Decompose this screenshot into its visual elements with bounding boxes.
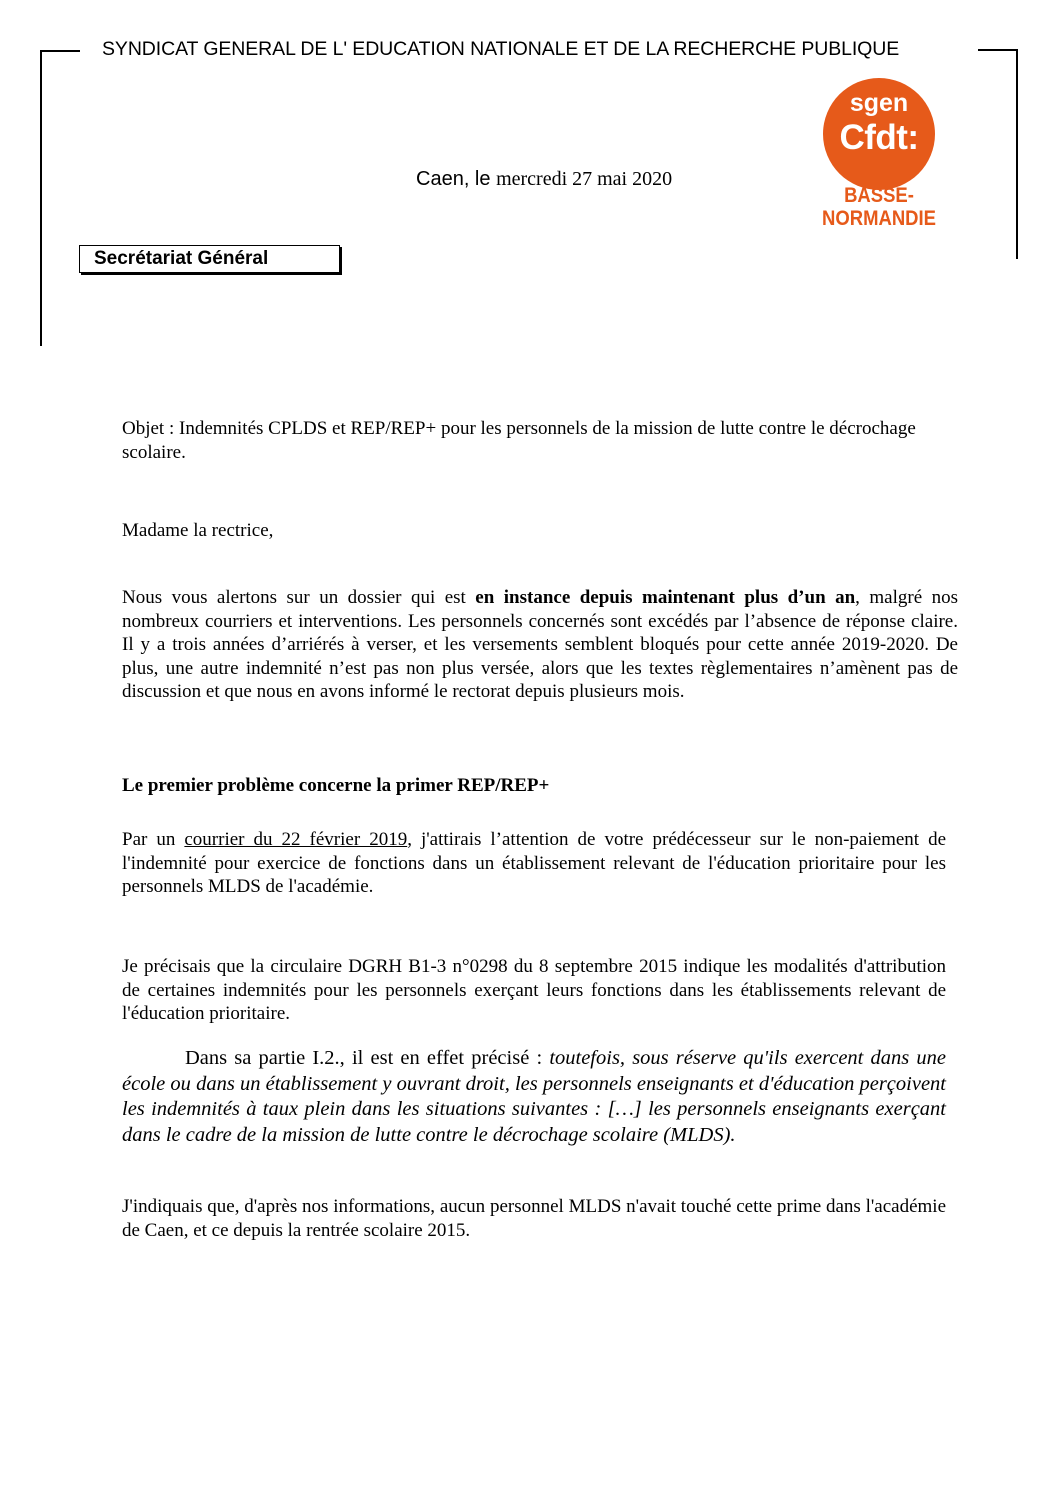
paragraph-conclusion: J'indiquais que, d'après nos informations, aucun personnel MLDS n'avait touché cette prime dans l'académie de Caen, et ce depuis la rentrée scolaire 2015. — [122, 1196, 946, 1241]
paragraph-intro-emphasis: en instance depuis maintenant plus d’un an — [475, 587, 856, 608]
sgen-cfdt-logo — [823, 78, 935, 190]
logo-text-sgen: sgen — [849, 89, 909, 117]
frame-left-border — [40, 50, 42, 346]
paragraph-intro-end: , malgré nos nombreux courriers et interventions. Les personnels concernés sont excédés par l’absence de réponse claire. Il y a trois années d’arriérés à verser, et les versements semblent bloqués pour cette année 2019-2020. De plus, une autre indemnité n’est pas non plus versée, alors que les textes règlementaires n’amènent pas de discussion et que nous en avons informé le rectorat depuis plusieurs mois. — [122, 587, 958, 703]
logo-region-line1: BASSE- — [844, 184, 914, 207]
logo-region-line2: NORMANDIE — [822, 207, 936, 230]
paragraph-letter-start: Par un — [122, 829, 185, 850]
quoted-regulation: toutefois, sous réserve qu'ils exercent dans une école ou dans un établissement y ouvrant droit, les personnels enseignants et d'éducation perçoivent les indemnités à taux plein dans les situations suivantes : […] les personnels enseignants exerçant dans le cadre de la mission de lutte contre le décrochage scolaire (MLDS). — [122, 1047, 946, 1146]
frame-right-border — [1016, 49, 1018, 259]
organization-header: SYNDICAT GENERAL DE L' EDUCATION NATIONALE ET DE LA RECHERCHE PUBLIQUE — [102, 38, 900, 60]
paragraph-intro — [122, 586, 958, 704]
section-heading: Le premier problème concerne la primer REP/REP+ — [122, 775, 550, 796]
corner-frame-top-left — [40, 50, 80, 52]
letter-subject: Objet : Indemnités CPLDS et REP/REP+ pour les personnels de la mission de lutte contre le décrochage scolaire. — [122, 418, 916, 463]
date-value: mercredi 27 mai 2020 — [496, 168, 673, 190]
letter-date — [416, 168, 672, 191]
paragraph-letter-reference — [122, 828, 946, 899]
logo-text-cfdt: Cfdt: — [839, 118, 919, 157]
paragraph-circular: Je précisais que la circulaire DGRH B1-3 n°0298 du 8 septembre 2015 indique les modalités d'attribution de certaines indemnités pour les personnels exerçant leurs fonctions dans les établissements relevant de l'éducation prioritaire. — [122, 956, 946, 1025]
paragraph-letter-end: , j'attirais l’attention de votre prédécesseur sur le non-paiement de l'indemnité pour exercice de fonctions dans un établissement relevant de l'éducation prioritaire pour les personnels MLDS de l'académie. — [122, 829, 947, 898]
paragraph-intro-start: Nous vous alertons sur un dossier qui est — [122, 587, 476, 608]
logo-region-label — [820, 184, 938, 230]
corner-frame-top-right — [978, 49, 1018, 51]
date-prefix: Caen, le — [416, 168, 497, 190]
letter-reference-link[interactable]: courrier du 22 février 2019 — [184, 829, 408, 850]
paragraph-quote — [122, 1046, 946, 1148]
department-box: Secrétariat Général — [79, 245, 340, 273]
salutation: Madame la rectrice, — [122, 520, 274, 541]
paragraph-quote-intro: Dans sa partie I.2., il est en effet précisé : — [185, 1047, 550, 1069]
